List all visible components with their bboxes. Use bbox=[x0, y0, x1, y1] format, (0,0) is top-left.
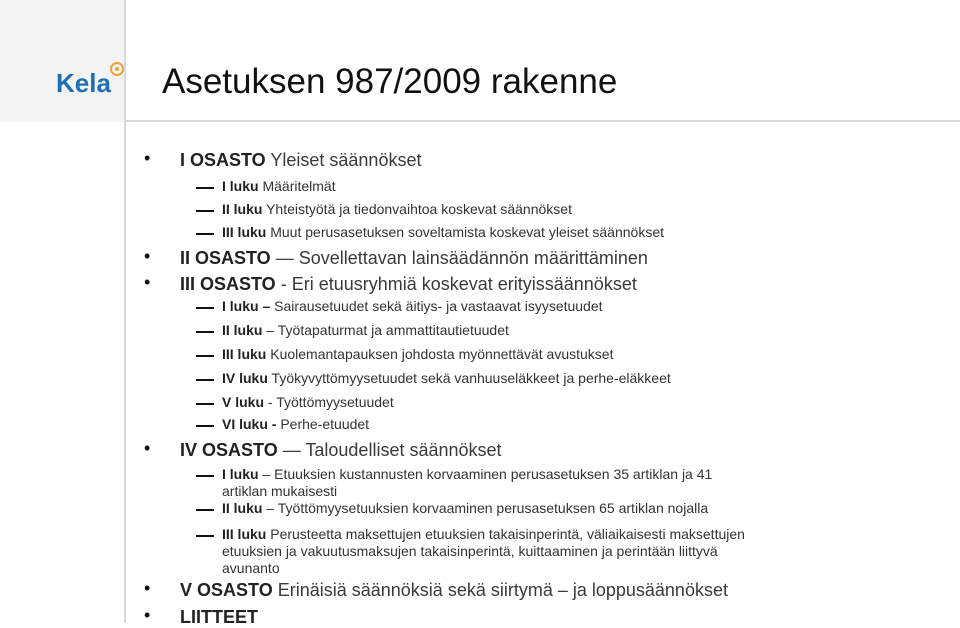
dash-icon bbox=[196, 403, 214, 405]
item-text: Työtapaturmat ja ammattitautietuudet bbox=[277, 322, 509, 338]
item-label: III OSASTO bbox=[180, 274, 276, 294]
item-text: Sairausetuudet sekä äitiys- ja vastaavat isyysetuudet bbox=[274, 298, 603, 314]
item-text: Sovellettavan lainsäädännön määrittäminen bbox=[298, 248, 648, 268]
section-heading bbox=[180, 248, 648, 269]
dash-icon bbox=[196, 331, 214, 333]
item-label: III luku bbox=[222, 224, 267, 240]
item-text: Määritelmät bbox=[262, 178, 336, 194]
item-label: I luku bbox=[222, 178, 259, 194]
item-text: Työttömyysetuuksien korvaaminen perusasetuksen 65 artiklan nojalla bbox=[277, 500, 709, 516]
chapter-item bbox=[222, 466, 712, 482]
dash-icon bbox=[196, 509, 214, 511]
chapter-item bbox=[222, 322, 509, 338]
section-heading bbox=[180, 274, 637, 295]
chapter-item bbox=[222, 298, 603, 314]
dash-icon bbox=[196, 307, 214, 309]
dash-icon bbox=[196, 379, 214, 381]
horizontal-divider bbox=[124, 120, 960, 122]
item-label: II luku bbox=[222, 500, 263, 516]
item-label: I luku – bbox=[222, 298, 271, 314]
chapter-item bbox=[222, 526, 745, 542]
bullet-icon: • bbox=[144, 246, 151, 266]
dash-icon bbox=[196, 355, 214, 357]
item-separator: – bbox=[258, 466, 275, 482]
item-separator: – bbox=[262, 322, 278, 338]
section-heading bbox=[180, 150, 421, 171]
item-label: V luku bbox=[222, 394, 265, 410]
bullet-icon: • bbox=[144, 272, 151, 292]
item-label: I luku bbox=[222, 466, 259, 482]
item-separator: — bbox=[270, 248, 299, 268]
item-label: LIITTEET bbox=[180, 607, 258, 627]
chapter-item bbox=[222, 201, 572, 217]
item-text: Kuolemantapauksen johdosta myönnettävät avustukset bbox=[270, 346, 614, 362]
dash-icon bbox=[196, 425, 214, 427]
chapter-item bbox=[222, 370, 671, 386]
item-text: Taloudelliset säännökset bbox=[305, 440, 502, 460]
item-label: II OSASTO bbox=[180, 248, 271, 268]
item-label: I OSASTO bbox=[180, 150, 266, 170]
item-text-continuation: etuuksien ja vakuutusmaksujen takaisinperintä, kuittaaminen ja perintään liittyvä bbox=[222, 543, 718, 559]
item-text: Yhteistyötä ja tiedonvaihtoa koskevat säännökset bbox=[266, 201, 572, 217]
item-label: V OSASTO bbox=[180, 580, 273, 600]
item-label: III luku bbox=[222, 346, 267, 362]
item-label: VI luku - bbox=[222, 416, 277, 432]
dash-icon bbox=[196, 187, 214, 189]
dash-icon bbox=[196, 233, 214, 235]
item-separator: - bbox=[275, 274, 292, 294]
section-heading bbox=[180, 607, 258, 628]
bullet-icon: • bbox=[144, 438, 151, 458]
item-text: Eri etuusryhmiä koskevat erityissäännökset bbox=[291, 274, 637, 294]
item-text: Etuuksien kustannusten korvaaminen perusasetuksen 35 artiklan ja 41 bbox=[274, 466, 713, 482]
chapter-item bbox=[222, 500, 708, 516]
dash-icon bbox=[196, 475, 214, 477]
item-text: Erinäisiä säännöksiä sekä siirtymä – ja loppusäännökset bbox=[277, 580, 728, 600]
chapter-item bbox=[222, 178, 336, 194]
dash-icon bbox=[196, 210, 214, 212]
dash-icon bbox=[196, 535, 214, 537]
item-separator: — bbox=[277, 440, 306, 460]
item-text: Muut perusasetuksen soveltamista koskevat yleiset säännökset bbox=[270, 224, 664, 240]
item-label: IV luku bbox=[222, 370, 268, 386]
item-text: Perhe-etuudet bbox=[280, 416, 370, 432]
logo-panel bbox=[0, 0, 124, 122]
chapter-item bbox=[222, 346, 613, 362]
item-label: II luku bbox=[222, 322, 263, 338]
bullet-icon: • bbox=[144, 605, 151, 625]
item-text: Perusteetta maksettujen etuuksien takaisinperintä, väliaikaisesti maksettujen bbox=[270, 526, 745, 542]
item-text: Työttömyysetuudet bbox=[276, 394, 394, 410]
chapter-item bbox=[222, 416, 369, 432]
item-separator: - bbox=[264, 394, 277, 410]
bullet-icon: • bbox=[144, 148, 151, 168]
section-heading bbox=[180, 440, 502, 461]
item-label: III luku bbox=[222, 526, 267, 542]
vertical-divider bbox=[124, 0, 126, 623]
logo-mark-icon bbox=[110, 62, 124, 76]
item-text: Työkyvyttömyysetuudet sekä vanhuuseläkkeet ja perhe-eläkkeet bbox=[271, 370, 671, 386]
slide-title: Asetuksen 987/2009 rakenne bbox=[162, 62, 618, 101]
bullet-icon: • bbox=[144, 578, 151, 598]
item-text-continuation: avunanto bbox=[222, 560, 280, 576]
item-label: II luku bbox=[222, 201, 263, 217]
item-text: Yleiset säännökset bbox=[270, 150, 422, 170]
logo-text: Kela bbox=[56, 68, 111, 98]
item-separator: – bbox=[262, 500, 278, 516]
item-text-continuation: artiklan mukaisesti bbox=[222, 483, 338, 499]
chapter-item bbox=[222, 224, 664, 240]
item-label: IV OSASTO bbox=[180, 440, 278, 460]
chapter-item bbox=[222, 394, 394, 410]
section-heading bbox=[180, 580, 728, 601]
